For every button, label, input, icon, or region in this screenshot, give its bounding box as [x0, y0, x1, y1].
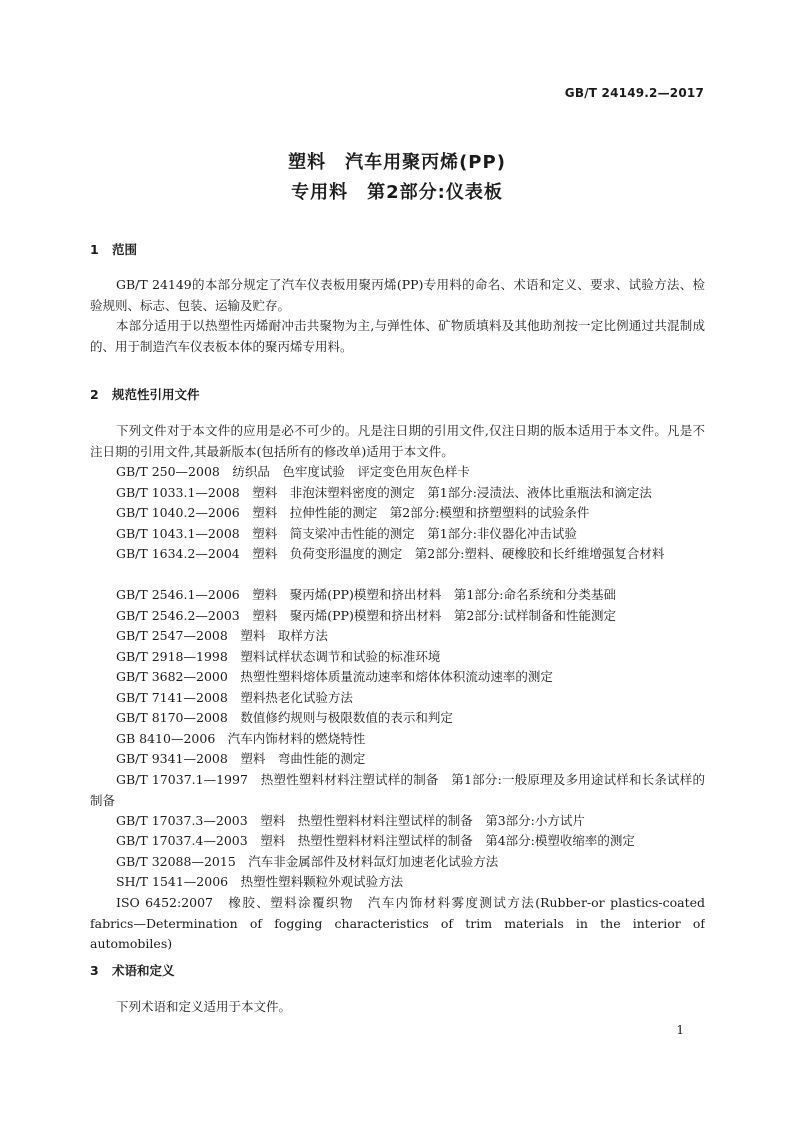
- reference-item: GB/T 250—2008 纺织品 色牢度试验 评定变色用灰色样卡: [116, 464, 470, 479]
- reference-item: GB/T 3682—2000 热塑性塑料熔体质量流动速率和熔体体积流动速率的测定: [116, 669, 553, 684]
- references-intro: 下列文件对于本文件的应用是必不可少的。凡是注日期的引用文件,仅注日期的版本适用于本文件。凡是不注日期的引用文件,其最新版本(包括所有的修改单)适用于本文件。: [90, 423, 705, 459]
- document-title-line1: 塑料 汽车用聚丙烯(PP): [288, 152, 506, 173]
- reference-item: SH/T 1541—2006 热塑性塑料颗粒外观试验方法: [116, 874, 404, 889]
- reference-item: GB/T 32088—2015 汽车非金属部件及材料氙灯加速老化试验方法: [116, 854, 499, 869]
- reference-item: GB/T 17037.1—1997 热塑性塑料材料注塑试样的制备 第1部分:一般原理及多用途试样和长条试样的制备: [90, 772, 705, 808]
- reference-item: GB/T 8170—2008 数值修约规则与极限数值的表示和判定: [116, 710, 453, 725]
- scope-paragraph-2: 本部分适用于以热塑性丙烯耐冲击共聚物为主,与弹性体、矿物质填料及其他助剂按一定比例通过共混制成的、用于制造汽车仪表板本体的聚丙烯专用料。: [90, 318, 705, 354]
- reference-item: GB/T 9341—2008 塑料 弯曲性能的测定: [116, 751, 366, 766]
- reference-item: GB/T 1634.2—2004 塑料 负荷变形温度的测定 第2部分:塑料、硬橡胶和长纤维增强复合材料: [116, 546, 665, 561]
- reference-item: GB/T 1033.1—2008 塑料 非泡沫塑料密度的测定 第1部分:浸渍法、液体比重瓶法和滴定法: [116, 485, 652, 500]
- section-title: 规范性引用文件: [112, 387, 200, 402]
- reference-item: GB 8410—2006 汽车内饰材料的燃烧特性: [116, 731, 366, 746]
- document-title-line2: 专用料 第2部分:仪表板: [291, 182, 503, 203]
- reference-item: GB/T 2546.1—2006 塑料 聚丙烯(PP)模塑和挤出材料 第1部分:命名系统和分类基础: [116, 587, 616, 602]
- reference-item: ISO 6452:2007 橡胶、塑料涂覆织物 汽车内饰材料雾度测试方法(Rubber-or plastics-coated fabrics—Determination of fogging characteristics of trim materials in the interior of automobiles): [90, 895, 705, 951]
- reference-item: GB/T 2547—2008 塑料 取样方法: [116, 628, 328, 643]
- reference-item: GB/T 7141—2008 塑料热老化试验方法: [116, 690, 353, 705]
- reference-item: GB/T 17037.3—2003 塑料 热塑性塑料材料注塑试样的制备 第3部分:小方试片: [116, 813, 585, 828]
- section-3-heading: [90, 961, 175, 979]
- section-number: 3: [90, 963, 99, 978]
- reference-item: GB/T 2546.2—2003 塑料 聚丙烯(PP)模塑和挤出材料 第2部分:试样制备和性能测定: [116, 608, 616, 623]
- scope-paragraph-1: GB/T 24149的本部分规定了汽车仪表板用聚丙烯(PP)专用料的命名、术语和定义、要求、试验方法、检验规则、标志、包装、运输及贮存。: [90, 277, 705, 313]
- section-1-heading: [90, 240, 137, 258]
- section-2-heading: [90, 385, 200, 403]
- section-title: 术语和定义: [112, 963, 175, 978]
- section-number: 2: [90, 387, 99, 402]
- reference-item: GB/T 2918—1998 塑料试样状态调节和试验的标准环境: [116, 649, 441, 664]
- terms-intro: 下列术语和定义适用于本文件。: [116, 999, 292, 1014]
- page-number: 1: [676, 1023, 684, 1037]
- section-title: 范围: [112, 242, 138, 257]
- reference-item: GB/T 17037.4—2003 塑料 热塑性塑料材料注塑试样的制备 第4部分:模塑收缩率的测定: [116, 833, 635, 848]
- section-number: 1: [90, 242, 99, 257]
- standard-number: GB/T 24149.2—2017: [564, 86, 704, 100]
- reference-item: GB/T 1043.1—2008 塑料 简支梁冲击性能的测定 第1部分:非仪器化冲击试验: [116, 526, 577, 541]
- reference-item: GB/T 1040.2—2006 塑料 拉伸性能的测定 第2部分:模塑和挤塑塑料的试验条件: [116, 505, 590, 520]
